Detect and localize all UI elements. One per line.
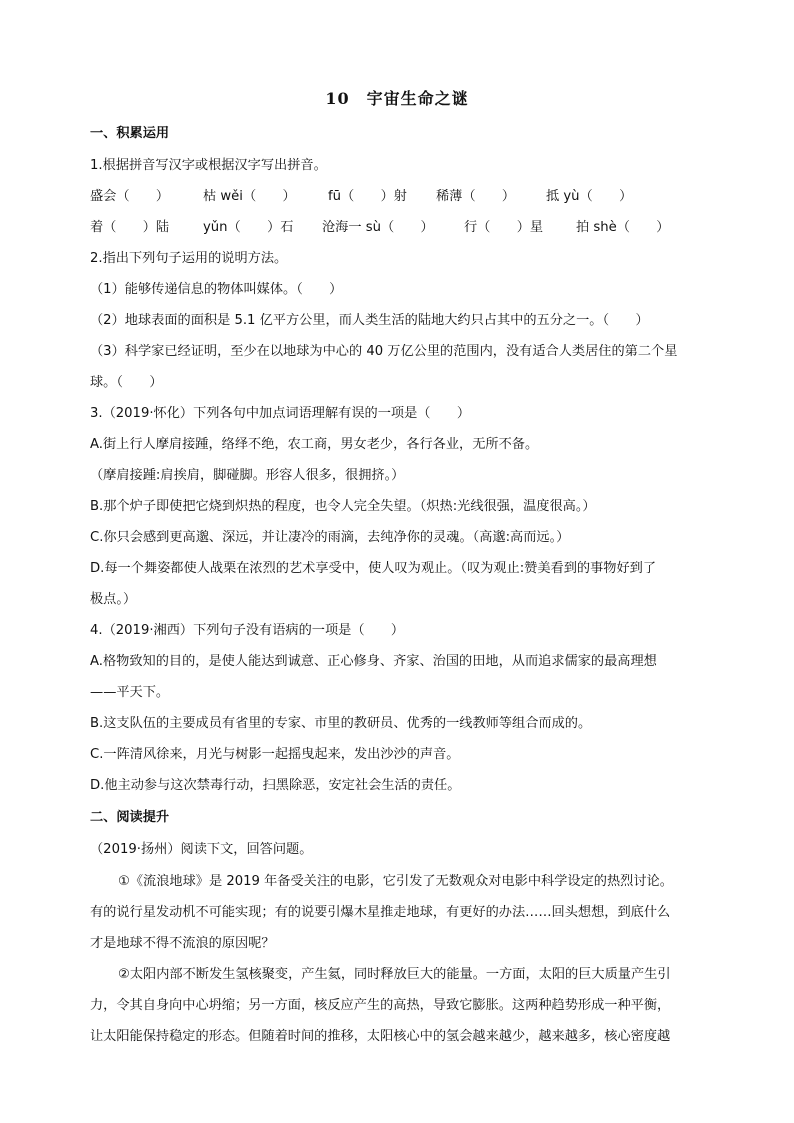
q2-prompt: 2.指出下列句子运用的说明方法。 [90,251,288,266]
q1-prompt: 1.根据拼音写汉字或根据汉字写出拼音。 [90,158,327,173]
q1-blank-7: yǔn（ ）石 [203,220,294,235]
reading-p2-line-2: 力，令其自身向中心坍缩；另一方面，核反应产生的高热，导致它膨胀。这两种趋势形成一种平衡， [90,998,671,1013]
section-heading-accumulation: 一、积累运用 [90,126,170,141]
reading-p1-line-2: 有的说行星发动机不可能实现；有的说要引爆木星推走地球，有更好的办法……回头想想，到底什么 [90,905,671,920]
q3-option-c: C.你只会感到更高邈、深远，并让凄冷的雨滴，去纯净你的灵魂。（高邈:高而远。） [90,530,570,545]
q2-item-1: （1）能够传递信息的物体叫媒体。（ ） [90,282,343,297]
q4-option-a-cont: ——平天下。 [90,685,170,700]
q1-blank-1: 盛会（ ） [90,189,170,204]
q3-option-b: B.那个炉子即使把它烧到炽热的程度，也令人完全失望。（炽热:光线很强，温度很高。） [90,499,596,514]
q3-option-d: D.每一个舞姿都使人战栗在浓烈的艺术享受中，使人叹为观止。（叹为观止:赞美看到的事物好到了 [90,561,657,576]
lesson-title: 10 宇宙生命之谜 [325,89,469,108]
q1-blank-3: fū（ ）射 [328,189,407,204]
section-heading-reading: 二、阅读提升 [90,810,170,825]
q3-option-d-cont: 极点。） [90,592,137,607]
reading-p1-line-1: ①《流浪地球》是 2019 年备受关注的电影，它引发了无数观众对电影中科学设定的热烈讨论。 [118,874,673,889]
q1-blank-4: 稀薄（ ） [436,189,516,204]
q4-option-c: C.一阵清风徐来，月光与树影一起摇曳起来，发出沙沙的声音。 [90,747,460,762]
q4-prompt: 4.（2019·湘西）下列句子没有语病的一项是（ ） [90,623,405,638]
reading-prompt: （2019·扬州）阅读下文，回答问题。 [90,842,313,857]
q1-blank-2: 枯 wěi（ ） [203,189,296,204]
reading-p2-line-1: ②太阳内部不断发生氢核聚变，产生氦，同时释放巨大的能量。一方面，太阳的巨大质量产生引 [118,967,671,982]
q4-option-b: B.这支队伍的主要成员有省里的专家、市里的教研员、优秀的一线教师等组合而成的。 [90,716,592,731]
q3-option-a-note: （摩肩接踵:肩挨肩，脚碰脚。形容人很多，很拥挤。） [90,468,405,483]
q1-blank-8: 沧海一 sù（ ） [322,220,434,235]
q4-option-d: D.他主动参与这次禁毒行动，扫黑除恶，安定社会生活的责任。 [90,778,461,793]
reading-p2-line-3: 让太阳能保持稳定的形态。但随着时间的推移，太阳核心中的氢会越来越少，越来越多，核心密度越 [90,1029,671,1044]
q3-prompt: 3.（2019·怀化）下列各句中加点词语理解有误的一项是（ ） [90,406,471,421]
q2-item-2: （2）地球表面的面积是 5.1 亿平方公里，而人类生活的陆地大约只占其中的五分之一。（ ） [90,313,649,328]
q1-blank-9: 行（ ）星 [464,220,544,235]
q2-item-3-cont: 球。（ ） [90,375,163,390]
q1-blank-10: 拍 shè（ ） [576,220,670,235]
q2-item-3: （3）科学家已经证明，至少在以地球为中心的 40 万亿公里的范围内，没有适合人类居住的第二个星 [90,344,678,359]
q1-blank-6: 着（ ）陆 [90,220,170,235]
q1-blank-5: 抵 yù（ ） [546,189,633,204]
q4-option-a: A.格物致知的目的，是使人能达到诚意、正心修身、齐家、治国的田地，从而追求儒家的最高理想 [90,654,657,669]
reading-p1-line-3: 才是地球不得不流浪的原因呢？ [90,936,275,951]
q3-option-a: A.街上行人摩肩接踵，络绎不绝，农工商，男女老少，各行各业，无所不备。 [90,437,539,452]
